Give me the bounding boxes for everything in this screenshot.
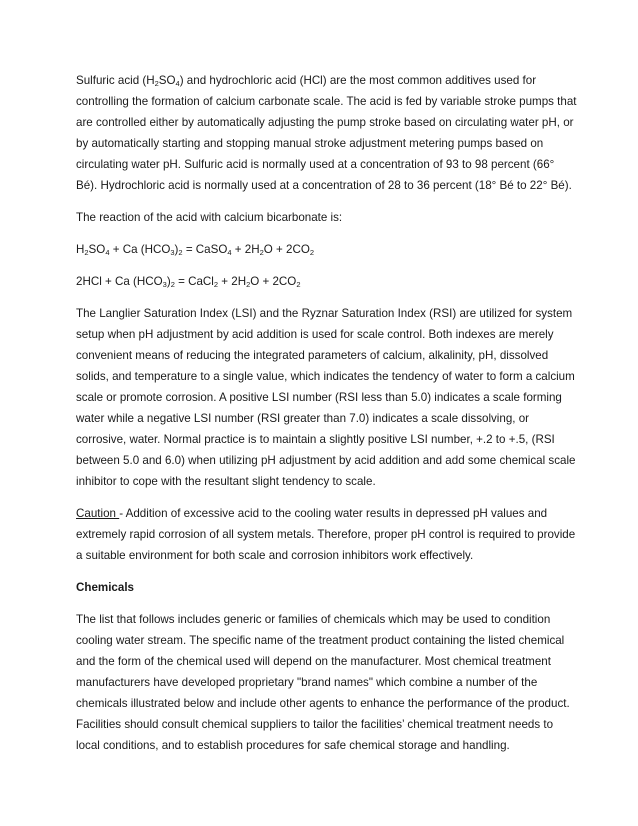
subscript: 2 xyxy=(154,79,159,88)
paragraph-caution xyxy=(76,503,578,566)
paragraph-chemicals: The list that follows includes generic or families of chemicals which may be used to condition cooling water stream. The specific name of the treatment product containing the listed chemical and the form of the chemical used will depend on the manufacturer. Most chemical treatment manufacturers have developed proprietary "brand names" which combine a number of the chemicals illustrated below and include other agents to enhance the performance of the product. Facilities should consult chemical suppliers to tailor the facilities’ chemical treatment needs to local conditions, and to establish procedures for safe chemical storage and handling. xyxy=(76,613,570,752)
section-heading: Chemicals xyxy=(76,581,134,594)
caution-text: - Addition of excessive acid to the cooling water results in depressed pH values and extremely rapid corrosion of all system metals. Therefore, proper pH control is required to provide a suitable environment for both scale and corrosion inhibitors work effectively. xyxy=(76,507,576,562)
subscript: 4 xyxy=(175,79,180,88)
equation-sulfuric xyxy=(76,239,578,260)
eq-text: + Ca (HCO xyxy=(109,243,171,256)
subscript: 2 xyxy=(259,248,264,257)
eq-text: SO xyxy=(88,243,106,256)
text: ) and hydrochloric acid (HCl) are the most common additives used for controlling the formation of calcium carbonate scale. The acid is fed by variable stroke pumps that are controlled either by automatically adjusting the pump stroke based on circulating water pH, or by automatically starting and stopping manual stroke adjustment metering pumps based on circulating water pH. Sulfuric acid is normally used at a concentration of 93 to 98 percent (66° Bé). Hydrochloric acid is normally used at a concentration of 28 to 36 percent (18° Bé to 22° Bé). xyxy=(76,74,577,192)
eq-text: O + 2CO xyxy=(263,243,310,256)
eq-text: H xyxy=(76,243,85,256)
subscript: 2 xyxy=(84,248,89,257)
subscript: 2 xyxy=(246,280,251,289)
caution-label: Caution xyxy=(76,507,120,520)
paragraph-reaction-intro: The reaction of the acid with calcium bicarbonate is: xyxy=(76,211,343,224)
text: Sulfuric acid (H xyxy=(76,74,155,87)
subscript: 2 xyxy=(213,280,219,289)
text: SO xyxy=(158,74,176,87)
eq-text: ) xyxy=(166,275,171,288)
subscript: 4 xyxy=(105,248,110,257)
eq-text: ) xyxy=(174,243,179,256)
eq-text: = CaCl xyxy=(174,275,214,288)
eq-text: + 2H xyxy=(231,243,260,256)
subscript: 4 xyxy=(227,248,232,257)
eq-text: O + 2CO xyxy=(250,275,297,288)
subscript: 3 xyxy=(170,248,175,257)
paragraph-acids xyxy=(76,70,578,196)
subscript: 3 xyxy=(162,280,167,289)
equation-hydrochloric xyxy=(76,271,578,292)
subscript: 2 xyxy=(309,248,315,257)
subscript: 2 xyxy=(296,280,301,289)
eq-text: = CaSO xyxy=(182,243,228,256)
eq-text: + 2H xyxy=(218,275,247,288)
paragraph-saturation-index: The Langlier Saturation Index (LSI) and the Ryznar Saturation Index (RSI) are utilized for system setup when pH adjustment by acid addition is used for scale control. Both indexes are merely convenient means of reducing the integrated parameters of calcium, alkalinity, pH, dissolved solids, and temperature to a single value, which indicates the tendency of water to form a calcium scale or promote corrosion. A positive LSI number (RSI less than 5.0) indicates a scale forming water while a negative LSI number (RSI greater than 7.0) indicates a scale dissolving, or corrosive, water. Normal practice is to maintain a slightly positive LSI number, +.2 to +.5, (RSI between 5.0 and 6.0) when utilizing pH adjustment by acid addition and add some chemical scale inhibitor to cope with the resultant slight tendency to scale. xyxy=(76,307,576,488)
subscript: 2 xyxy=(170,280,175,289)
eq-text: 2HCl + Ca (HCO xyxy=(76,275,163,288)
subscript: 2 xyxy=(178,248,183,257)
